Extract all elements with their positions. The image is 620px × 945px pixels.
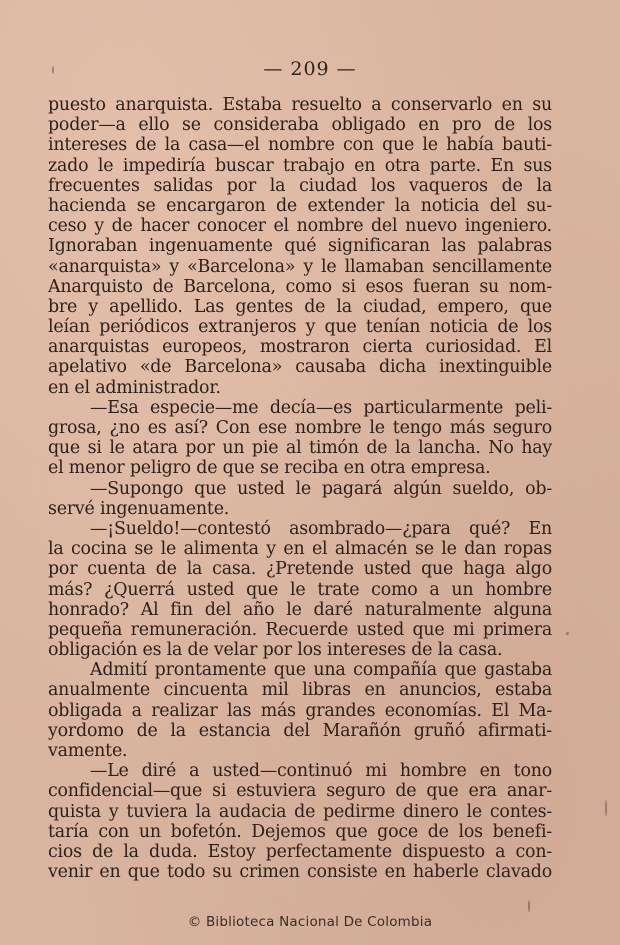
text-line: zado le impediría buscar trabajo en otra parte. En sus (48, 155, 552, 176)
text-line: obligación es la de velar por los intereses de la casa. (48, 640, 503, 661)
text-line: Anarquisto de Barcelona, como si esos fueran su nom- (48, 276, 552, 297)
page-number: — 209 — (263, 58, 357, 80)
text-line: intereses de la casa—el nombre con que le había bauti- (48, 135, 552, 156)
paper-speck (528, 900, 530, 912)
paper-speck (566, 632, 569, 635)
text-line: Admití prontamente que una compañía que gastaba (90, 660, 552, 681)
page-body (48, 95, 552, 882)
text-line: ceso y de hacer conocer el nombre del nuevo ingeniero. (48, 216, 552, 237)
text-line: la cocina se le alimenta y en el almacén se le dan ropas (48, 539, 552, 560)
text-line: anualmente cincuenta mil libras en anuncios, estaba (48, 680, 552, 701)
text-line: —Esa especie—me decía—es particularmente peli- (90, 397, 552, 418)
text-line: poder—a ello se consideraba obligado en pro de los (48, 115, 552, 136)
text-line: quista y tuviera la audacia de pedirme dinero le contes- (48, 801, 552, 822)
text-line: honrado? Al fin del año le daré naturalmente alguna (48, 599, 552, 620)
text-line: apelativo «de Barcelona» causaba dicha inextinguible (48, 357, 552, 378)
text-line: anarquistas europeos, mostraron cierta curiosidad. El (48, 337, 552, 358)
text-line: hacienda se encargaron de extender la noticia del su- (48, 195, 552, 216)
text-line: pequeña remuneración. Recuerde usted que mi primera (48, 619, 552, 640)
text-line: —¡Sueldo!—contestó asombrado—¿para qué? En (90, 518, 552, 539)
text-line: puesto anarquista. Estaba resuelto a conservarlo en su (48, 95, 552, 115)
paper-speck (52, 66, 54, 74)
text-line: vamente. (48, 741, 128, 761)
text-line: el menor peligro de que se reciba en otra empresa. (48, 458, 491, 479)
text-line: más? ¿Querrá usted que le trate como a un hombre (48, 579, 552, 600)
paper-speck (605, 800, 607, 816)
text-line: leían periódicos extranjeros y que tenían noticia de los (48, 317, 552, 338)
text-line: Ignoraban ingenuamente qué significaran las palabras (48, 236, 552, 257)
text-line: cios de la duda. Estoy perfectamente dispuesto a con- (48, 841, 552, 862)
copyright-watermark: © Biblioteca Nacional De Colombia (187, 914, 433, 930)
text-line: frecuentes salidas por la ciudad los vaqueros de la (48, 175, 552, 196)
text-line: grosa, ¿no es así? Con ese nombre le tengo más seguro (48, 418, 552, 438)
text-line: yordomo de la estancia del Marañón gruñó afirmati- (48, 720, 552, 741)
text-line: —Le diré a usted—continuó mi hombre en tono (90, 761, 552, 782)
text-line: confidencial—que si estuviera seguro de que era anar- (48, 781, 552, 802)
text-line: en el administrador. (48, 377, 221, 398)
text-line: que si le atara por un pie al timón de la lancha. No hay (48, 438, 552, 459)
text-line: por cuenta de la casa. ¿Pretende usted que haga algo (48, 559, 552, 580)
text-line: servé ingenuamente. (48, 498, 230, 519)
text-line: taría con un bofetón. Dejemos que goce de los benefi- (48, 821, 552, 842)
text-line: —Supongo que usted le pagará algún sueldo, ob- (90, 478, 552, 499)
text-line: venir en que todo su crimen consiste en haberle clavado (48, 862, 552, 883)
text-line: «anarquista» y «Barcelona» y le llamaban sencillamente (48, 256, 552, 277)
text-line: bre y apellido. Las gentes de la ciudad, empero, que (48, 296, 552, 317)
text-line: obligada a realizar las más grandes economías. El Ma- (48, 700, 552, 721)
